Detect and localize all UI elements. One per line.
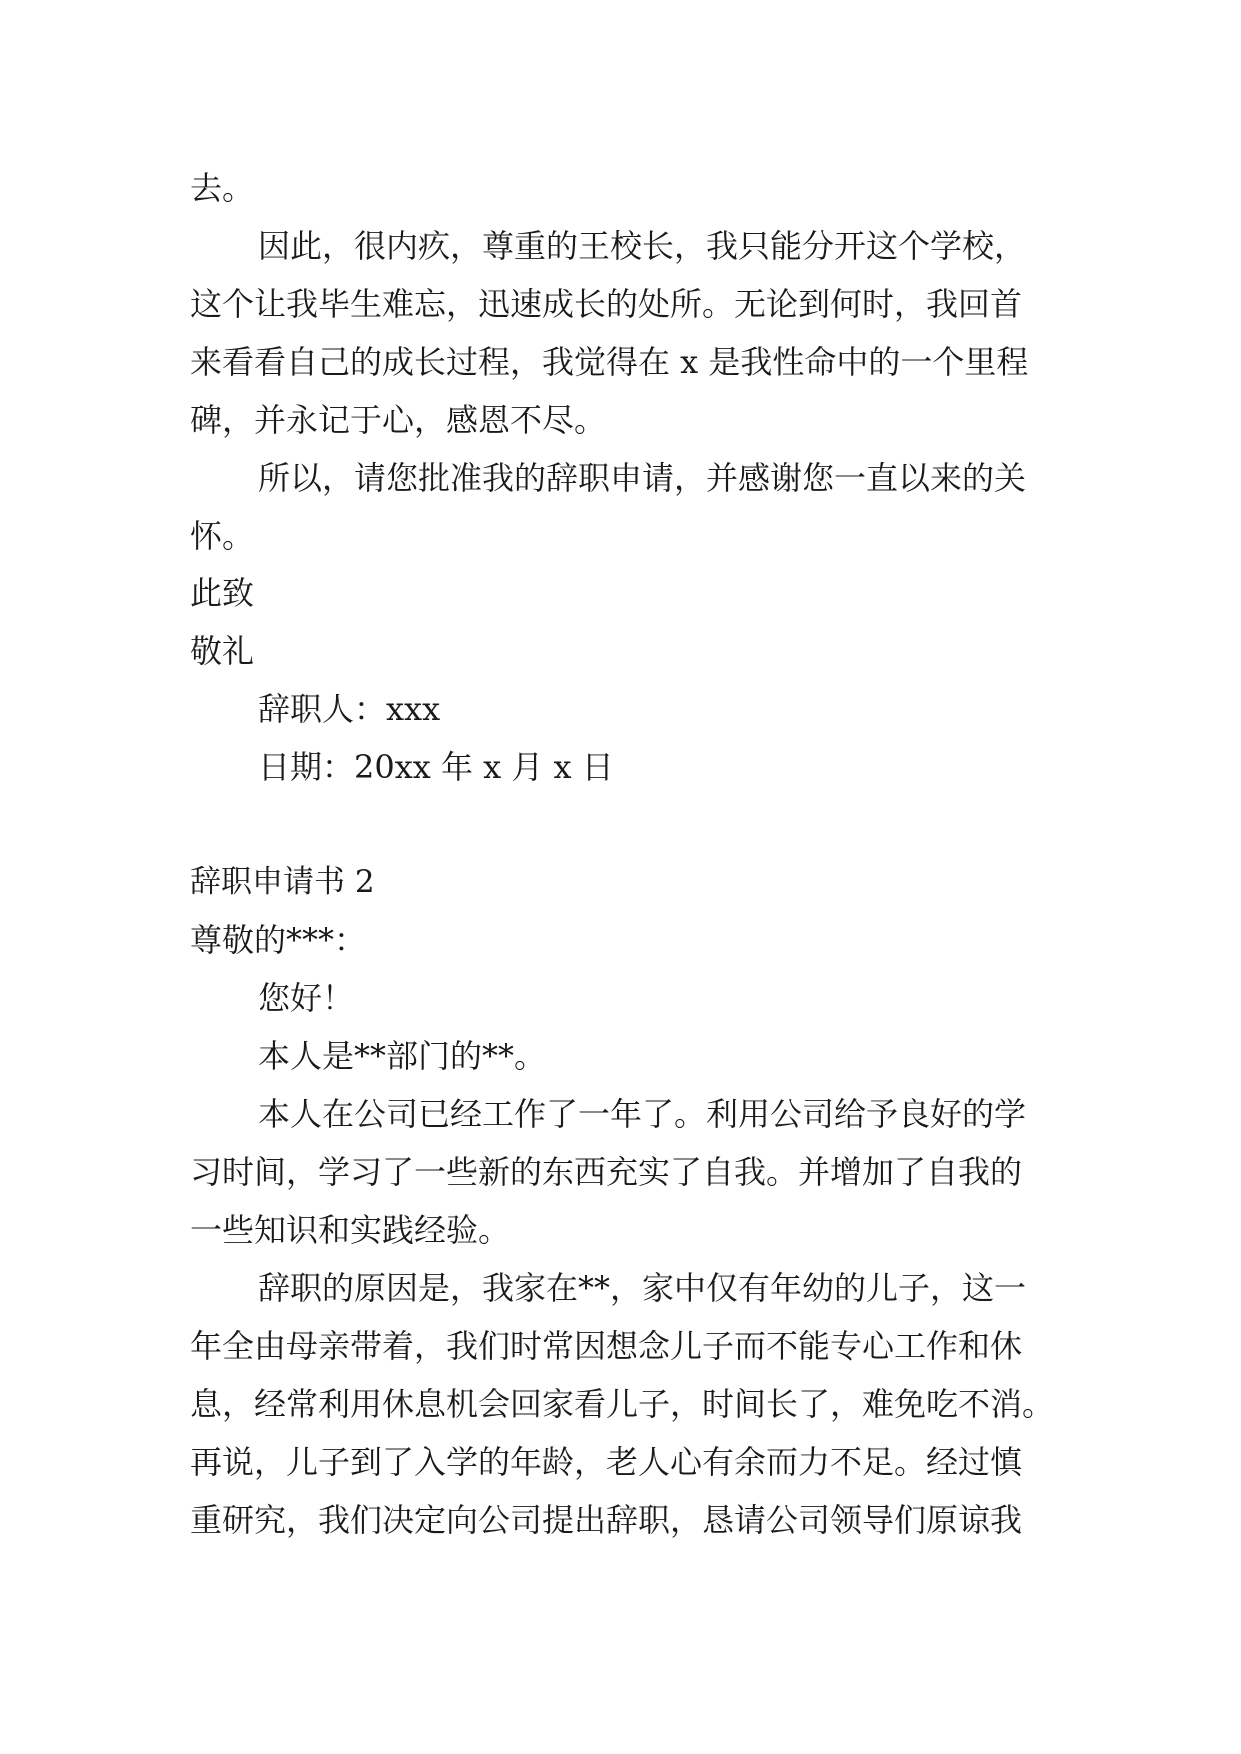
paragraph-line: 重研究，我们决定向公司提出辞职，恳请公司领导们原谅我 xyxy=(190,1501,1023,1539)
section-title: 辞职申请书 2 xyxy=(190,864,375,900)
paragraph-line: 一些知识和实践经验。 xyxy=(190,1211,511,1249)
paragraph-line: 所以，请您批准我的辞职申请，并感谢您一直以来的关 xyxy=(258,459,1027,497)
paragraph-line: 去。 xyxy=(190,169,255,207)
closing-line: 此致 xyxy=(190,574,255,612)
paragraph-line: 本人在公司已经工作了一年了。利用公司给予良好的学 xyxy=(258,1095,1027,1133)
paragraph-line: 息，经常利用休息机会回家看儿子，时间长了，难免吃不消。 xyxy=(190,1385,1055,1423)
paragraph-line: 再说，儿子到了入学的年龄，老人心有余而力不足。经过慎 xyxy=(190,1443,1023,1481)
paragraph-line: 这个让我毕生难忘，迅速成长的处所。无论到何时，我回首 xyxy=(190,285,1023,323)
paragraph-line: 本人是**部门的**。 xyxy=(258,1037,547,1075)
date-line: 日期：20xx 年 x 月 x 日 xyxy=(258,748,614,786)
paragraph-line: 因此，很内疚，尊重的王校长，我只能分开这个学校， xyxy=(258,227,1027,265)
signer-line: 辞职人：xxx xyxy=(258,690,441,728)
salutation-line: 尊敬的***： xyxy=(190,921,367,959)
paragraph-line: 年全由母亲带着，我们时常因想念儿子而不能专心工作和休 xyxy=(190,1327,1023,1365)
closing-salute: 敬礼 xyxy=(190,632,255,670)
paragraph-line: 习时间，学习了一些新的东西充实了自我。并增加了自我的 xyxy=(190,1153,1023,1191)
paragraph-line: 怀。 xyxy=(190,517,255,555)
paragraph-line: 辞职的原因是，我家在**，家中仅有年幼的儿子，这一 xyxy=(258,1269,1027,1307)
paragraph-line: 来看看自己的成长过程，我觉得在 x 是我性命中的一个里程 xyxy=(190,343,1029,381)
paragraph-line: 碑，并永记于心，感恩不尽。 xyxy=(190,401,607,439)
greeting-line: 您好！ xyxy=(258,979,355,1017)
